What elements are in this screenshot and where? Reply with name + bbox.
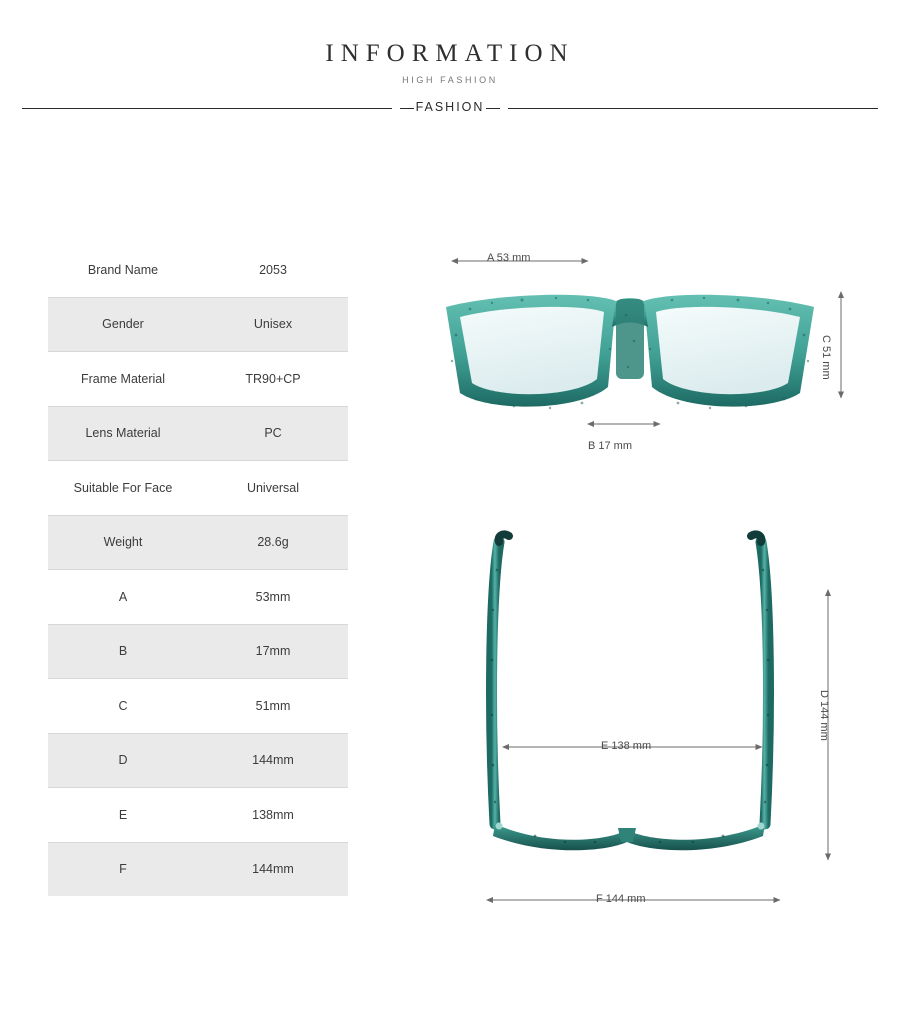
eyeglasses-front-view-image — [430, 275, 830, 445]
page-subtitle: HIGH FASHION — [402, 75, 498, 85]
section-divider — [22, 100, 878, 116]
spec-value: 144mm — [252, 862, 294, 877]
table-row — [48, 461, 348, 515]
table-row — [48, 243, 348, 297]
spec-key: E — [118, 807, 128, 822]
table-row — [48, 298, 348, 352]
spec-value: 51mm — [255, 698, 291, 713]
divider-label: FASHION — [415, 100, 485, 114]
eyeglasses-top-view-image — [455, 530, 805, 860]
spec-key: Lens Material — [85, 426, 161, 441]
spec-key: B — [118, 644, 128, 659]
dimension-label-c: C 51 mm — [820, 335, 832, 380]
dimension-label-a: A 53 mm — [487, 252, 531, 264]
spec-key: Suitable For Face — [73, 480, 173, 495]
spec-value: 53mm — [255, 589, 291, 604]
table-row — [48, 679, 348, 733]
spec-value: PC — [264, 426, 282, 441]
spec-key: Gender — [102, 317, 144, 332]
table-row — [48, 516, 348, 570]
table-row — [48, 625, 348, 679]
spec-key: C — [118, 698, 128, 713]
divider-line-right — [508, 108, 878, 109]
table-row — [48, 352, 348, 406]
spec-key: Frame Material — [80, 371, 166, 386]
spec-value: 138mm — [252, 807, 294, 822]
spec-value: TR90+CP — [245, 371, 301, 386]
spec-key: Weight — [103, 535, 143, 550]
spec-key: A — [118, 589, 128, 604]
spec-value: 144mm — [252, 753, 294, 768]
table-row — [48, 570, 348, 624]
table-row — [48, 734, 348, 788]
table-row — [48, 407, 348, 461]
spec-value: Unisex — [253, 317, 293, 332]
dimension-label-b: B 17 mm — [588, 440, 633, 452]
divider-dash-right — [486, 108, 500, 109]
spec-key: F — [119, 862, 127, 877]
page-header — [0, 0, 900, 85]
specification-table — [48, 243, 348, 896]
spec-value: 17mm — [255, 644, 291, 659]
spec-value: Universal — [246, 480, 300, 495]
dimension-label-e: E 138 mm — [601, 740, 652, 752]
spec-value: 28.6g — [257, 535, 289, 550]
page-title: INFORMATION — [325, 40, 575, 67]
spec-value: 2053 — [259, 262, 287, 277]
dimension-label-d: D 144 mm — [818, 690, 830, 741]
spec-key: Brand Name — [87, 262, 159, 277]
dimension-label-f: F 144 mm — [596, 893, 646, 905]
table-row — [48, 843, 348, 897]
table-row — [48, 788, 348, 842]
spec-key: D — [118, 753, 128, 768]
